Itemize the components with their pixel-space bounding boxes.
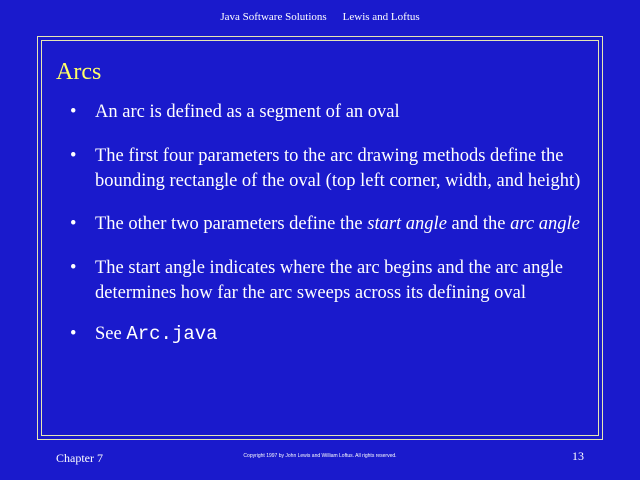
- bullet-item: [70, 100, 590, 125]
- bullet-item: [70, 256, 590, 306]
- bullet-icon: •: [70, 214, 77, 234]
- term-start-angle: start angle: [367, 214, 447, 234]
- book-title: Java Software Solutions: [220, 11, 327, 23]
- term-arc-angle: arc angle: [510, 214, 580, 234]
- authors: Lewis and Loftus: [342, 11, 420, 23]
- code-filename: Arc.java: [126, 323, 218, 345]
- page-number: 13: [572, 449, 584, 463]
- bullet-text: The first four parameters to the arc drawing methods define the bounding rectangle of the oval (top left corner, width, and height): [95, 146, 581, 191]
- chapter-label: Chapter 7: [56, 451, 103, 465]
- bullet-item: [70, 144, 590, 194]
- slide-title: Arcs: [56, 59, 102, 85]
- bullet-text: See: [95, 324, 127, 344]
- bullet-list: [70, 100, 590, 347]
- bullet-icon: •: [70, 258, 77, 278]
- bullet-text: An arc is defined as a segment of an oval: [95, 102, 400, 122]
- copyright-notice: Copyright 1997 by John Lewis and William Loftus. All rights reserved.: [243, 453, 397, 459]
- bullet-item: [70, 322, 590, 347]
- bullet-item: [70, 212, 590, 237]
- bullet-text: The other two parameters define the: [95, 214, 368, 234]
- bullet-icon: •: [70, 102, 77, 122]
- bullet-text: The start angle indicates where the arc begins and the arc angle determines how far the arc sweeps across its defining oval: [95, 258, 563, 303]
- bullet-text: and the: [446, 214, 511, 234]
- bullet-icon: •: [70, 146, 77, 166]
- slide-header: [0, 11, 640, 23]
- bullet-icon: •: [70, 324, 77, 344]
